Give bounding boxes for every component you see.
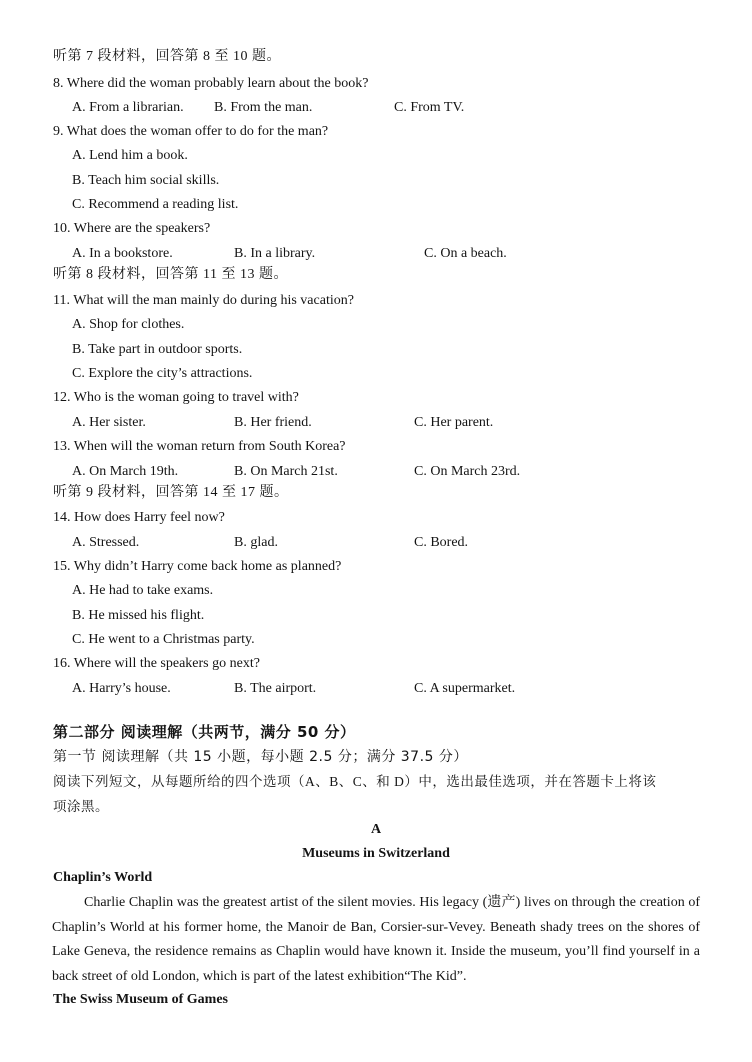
q11-option-a: A. Shop for clothes. <box>72 317 185 332</box>
q10-option-c: C. On a beach. <box>424 246 507 261</box>
instructions-line-2: 项涂黑。 <box>53 799 109 814</box>
part-two-title: 第二部分 阅读理解（共两节，满分 50 分） <box>53 723 356 741</box>
question-9: 9. What does the woman offer to do for the man? <box>53 124 329 139</box>
q8-option-c: C. From TV. <box>394 100 465 115</box>
q12-option-c: C. Her parent. <box>414 415 494 430</box>
q9-option-c: C. Recommend a reading list. <box>72 197 239 212</box>
q9-option-a: A. Lend him a book. <box>72 148 188 163</box>
q13-option-a: A. On March 19th. <box>72 464 179 479</box>
section-one-title: 第一节 阅读理解（共 15 小题，每小题 2.5 分；满分 37.5 分） <box>53 749 468 765</box>
question-8: 8. Where did the woman probably learn about the book? <box>53 76 369 91</box>
section-7-header: 听第 7 段材料，回答第 8 至 10 题。 <box>53 49 281 64</box>
instructions-line-1: 阅读下列短文，从每题所给的四个选项（A、B、C、和 D）中，选出最佳选项，并在答题卡上将该 <box>53 774 657 789</box>
q8-option-a: A. From a librarian. <box>72 100 184 115</box>
question-13: 13. When will the woman return from South Korea? <box>53 439 346 454</box>
q11-option-c: C. Explore the city’s attractions. <box>72 366 253 381</box>
passage-title: Museums in Switzerland <box>302 846 450 861</box>
chaplin-paragraph-text: Charlie Chaplin was the greatest artist of the silent movies. His legacy (遗产) lives on through the creation of Chaplin’s World at his former home, the Manoir de Ban, Corsier-sur-Vevey. Beneath shady trees on the shores of Lake Geneva, the residence remains as Chaplin would have known it. Inside the museum, you’ll find yourself in a back street of old London, which is part of the latest exhibition“The Kid”. <box>52 895 700 984</box>
q15-option-a: A. He had to take exams. <box>72 583 214 598</box>
section-8-header: 听第 8 段材料，回答第 11 至 13 题。 <box>53 267 288 282</box>
question-16: 16. Where will the speakers go next? <box>53 656 260 671</box>
q15-option-b: B. He missed his flight. <box>72 608 205 623</box>
q10-option-b: B. In a library. <box>234 246 316 261</box>
question-14: 14. How does Harry feel now? <box>53 510 225 525</box>
q9-option-b: B. Teach him social skills. <box>72 173 220 188</box>
q14-option-b: B. glad. <box>234 535 278 550</box>
q16-option-b: B. The airport. <box>234 681 317 696</box>
section-9-header: 听第 9 段材料，回答第 14 至 17 题。 <box>53 485 289 500</box>
q12-option-b: B. Her friend. <box>234 415 312 430</box>
q14-option-c: C. Bored. <box>414 535 469 550</box>
q10-option-a: A. In a bookstore. <box>72 246 173 261</box>
q16-option-a: A. Harry’s house. <box>72 681 171 696</box>
q13-option-b: B. On March 21st. <box>234 464 338 479</box>
question-15: 15. Why didn’t Harry come back home as planned? <box>53 559 342 574</box>
subheading-swiss-museum-of-games: The Swiss Museum of Games <box>53 992 229 1007</box>
question-10: 10. Where are the speakers? <box>53 221 211 236</box>
q16-option-c: C. A supermarket. <box>414 681 516 696</box>
passage-letter: A <box>370 822 382 837</box>
q15-option-c: C. He went to a Christmas party. <box>72 632 255 647</box>
chaplin-paragraph <box>52 891 700 989</box>
question-11: 11. What will the man mainly do during his vacation? <box>53 293 354 308</box>
q13-option-c: C. On March 23rd. <box>414 464 521 479</box>
q11-option-b: B. Take part in outdoor sports. <box>72 342 243 357</box>
q14-option-a: A. Stressed. <box>72 535 140 550</box>
question-12: 12. Who is the woman going to travel with? <box>53 390 299 405</box>
q12-option-a: A. Her sister. <box>72 415 146 430</box>
subheading-chaplins-world: Chaplin’s World <box>53 870 153 885</box>
q8-option-b: B. From the man. <box>214 100 313 115</box>
